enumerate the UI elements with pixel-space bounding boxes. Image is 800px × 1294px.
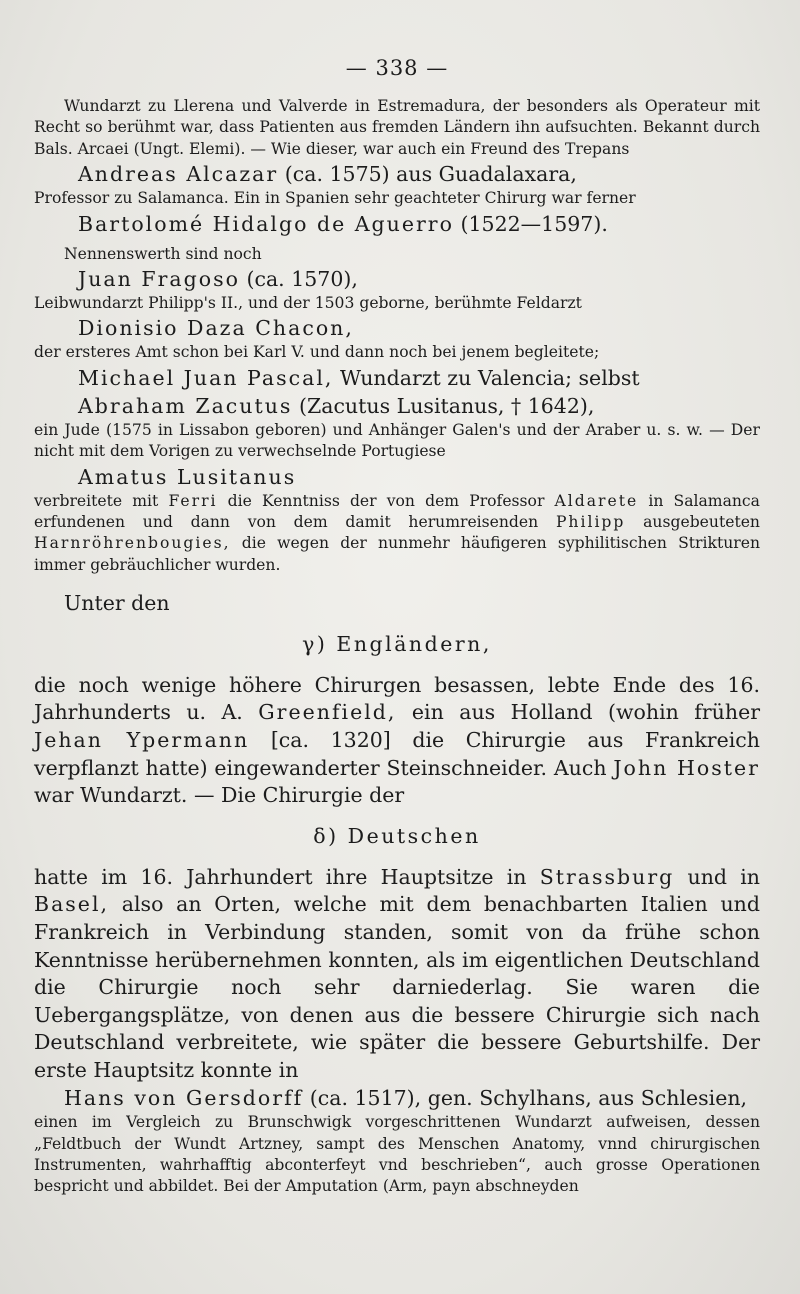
p7-text-c: in Salamanca erfundenen und dann von dem damit herumreisenden: [34, 491, 760, 532]
paragraph-4: Leibwundarzt Philipp's II., und der 1503 geborne, berühmte Feldarzt: [34, 294, 582, 313]
p10-place-strassburg: Strassburg: [539, 864, 675, 889]
name-alcazar: Andreas Alcazar: [78, 162, 279, 187]
name-hidalgo: Bartolomé Hidalgo de Aguerro: [78, 211, 454, 236]
pascal-rest: Wundarzt zu Valencia; selbst: [339, 365, 640, 390]
name-pascal: Michael Juan Pascal,: [78, 365, 334, 390]
p7-text-d: ausgebeuteten: [643, 513, 760, 532]
p9-text-a: die noch wenige höhere Chirurgen besassen, lebte Ende des 16. Jahrhunderts u. A.: [34, 672, 760, 725]
p9-text-c: [ca. 1320] die Chirurgie aus Frankreich verpflanzt hatte) eingewanderter Steinschneider. Auch: [34, 728, 760, 780]
p10-text-b: und in: [687, 864, 760, 889]
paragraph-1: Wundarzt zu Llerena und Valverde in Estremadura, der besonders als Operateur mit Recht so berühmt war, dass Patienten aus fremden Ländern ihn aufsuchten. Bekannt durch Bals. Arcaei (Ungt. Elemi). — Wie dieser, war auch ein Freund des Trepans: [34, 97, 760, 158]
p9-name-greenfield: Greenfield,: [258, 700, 397, 725]
paragraph-8: Unter den: [64, 591, 170, 616]
name-line-daza: [78, 314, 760, 342]
p7-name-ferri: Ferri: [168, 491, 218, 510]
p10-place-basel: Basel,: [34, 892, 110, 917]
p9-text-d: war Wundarzt. — Die Chirurgie der: [34, 783, 405, 808]
p7-name-aldarete: Aldarete: [554, 491, 639, 510]
p11-text-a: (ca. 1517), gen. Schylhans, aus Schlesien,: [309, 1085, 748, 1110]
paragraph-9: [34, 672, 760, 810]
alcazar-rest: (ca. 1575) aus Guadalaxara,: [284, 162, 577, 187]
name-fragoso: Juan Fragoso: [78, 267, 240, 292]
paragraph-10: [34, 864, 760, 1085]
name-line-amatus: [78, 463, 760, 491]
name-line-pascal: [78, 364, 760, 392]
name-zacutus: Abraham Zacutus: [78, 393, 293, 418]
p7-text-b: die Kenntniss der von dem Professor: [227, 491, 545, 510]
page-number: — 338 —: [345, 56, 449, 80]
paragraph-11: [34, 1085, 760, 1113]
p7-name-philipp: Philipp: [555, 513, 626, 532]
paragraph-6: ein Jude (1575 in Lissabon geboren) und Anhänger Galen's und der Araber u. s. w. — Der nicht mit dem Vorigen zu verwechselnde Portugiese: [34, 420, 760, 461]
p9-text-b: ein aus Holland (wohin früher: [411, 700, 761, 725]
paragraph-2: Professor zu Salamanca. Ein in Spanien sehr geachteter Chirurg war ferner: [34, 189, 636, 208]
name-line-fragoso: [78, 265, 760, 293]
name-line-zacutus: [78, 392, 760, 420]
fragoso-rest: (ca. 1570),: [246, 267, 358, 292]
section-heading-deutschen: δ) Deutschen: [313, 823, 481, 848]
section-heading-englaendern: γ) Engländern,: [302, 631, 492, 656]
p7-term-harnroehren: Harnröhrenbougies,: [34, 534, 231, 553]
paragraph-12: einen im Vergleich zu Brunschwigk vorgeschrittenen Wundarzt aufweisen, dessen „Feldtbuch der Wundt Artzney, sampt des Menschen Anatomy, vnnd chirurgischen Instrumenten, wahrhafftig abconterfeyt vnd beschrieben“, auch grosse Operationen bespricht und abbildet. Bei der Amputation (Arm, payn abschneyden: [34, 1113, 760, 1196]
p9-name-hoster: John Hoster: [613, 755, 760, 780]
p9-name-ypermann: Jehan Ypermann: [34, 728, 250, 753]
paragraph-3: Nennenswerth sind noch: [64, 244, 262, 263]
hidalgo-rest: (1522—1597).: [460, 211, 608, 236]
p11-name-gersdorff: Hans von Gersdorff: [64, 1085, 304, 1110]
paragraph-7: [34, 491, 760, 577]
name-line-alcazar: [78, 160, 760, 188]
zacutus-rest: (Zacutus Lusitanus, † 1642),: [298, 393, 595, 418]
p10-text-c: also an Orten, welche mit dem benachbarten Italien und Frankreich in Verbindung standen, somit von da frühe schon Kenntnisse herübernehmen konnten, als im eigentlichen Deutschland die Chirurgie noch sehr darniederlag. Sie waren die Uebergangsplätze, von denen aus die bessere Chirurgie sich nach Deutschland verbreitete, wie später die bessere Geburtshilfe. Der erste Hauptsitz konnte in: [34, 892, 760, 1082]
p7-text-a: verbreitete mit: [34, 491, 159, 510]
name-daza: Dionisio Daza Chacon,: [78, 316, 354, 341]
name-amatus: Amatus Lusitanus: [78, 464, 297, 489]
p7-text-e: die wegen der nunmehr häufigeren syphilitischen Strikturen immer gebräuchlicher wurden.: [34, 534, 760, 574]
name-line-hidalgo: [78, 210, 760, 238]
p10-text-a: hatte im 16. Jahrhundert ihre Hauptsitze in: [34, 864, 527, 889]
paragraph-5: der ersteres Amt schon bei Karl V. und dann noch bei jenem begleitete;: [34, 343, 600, 362]
